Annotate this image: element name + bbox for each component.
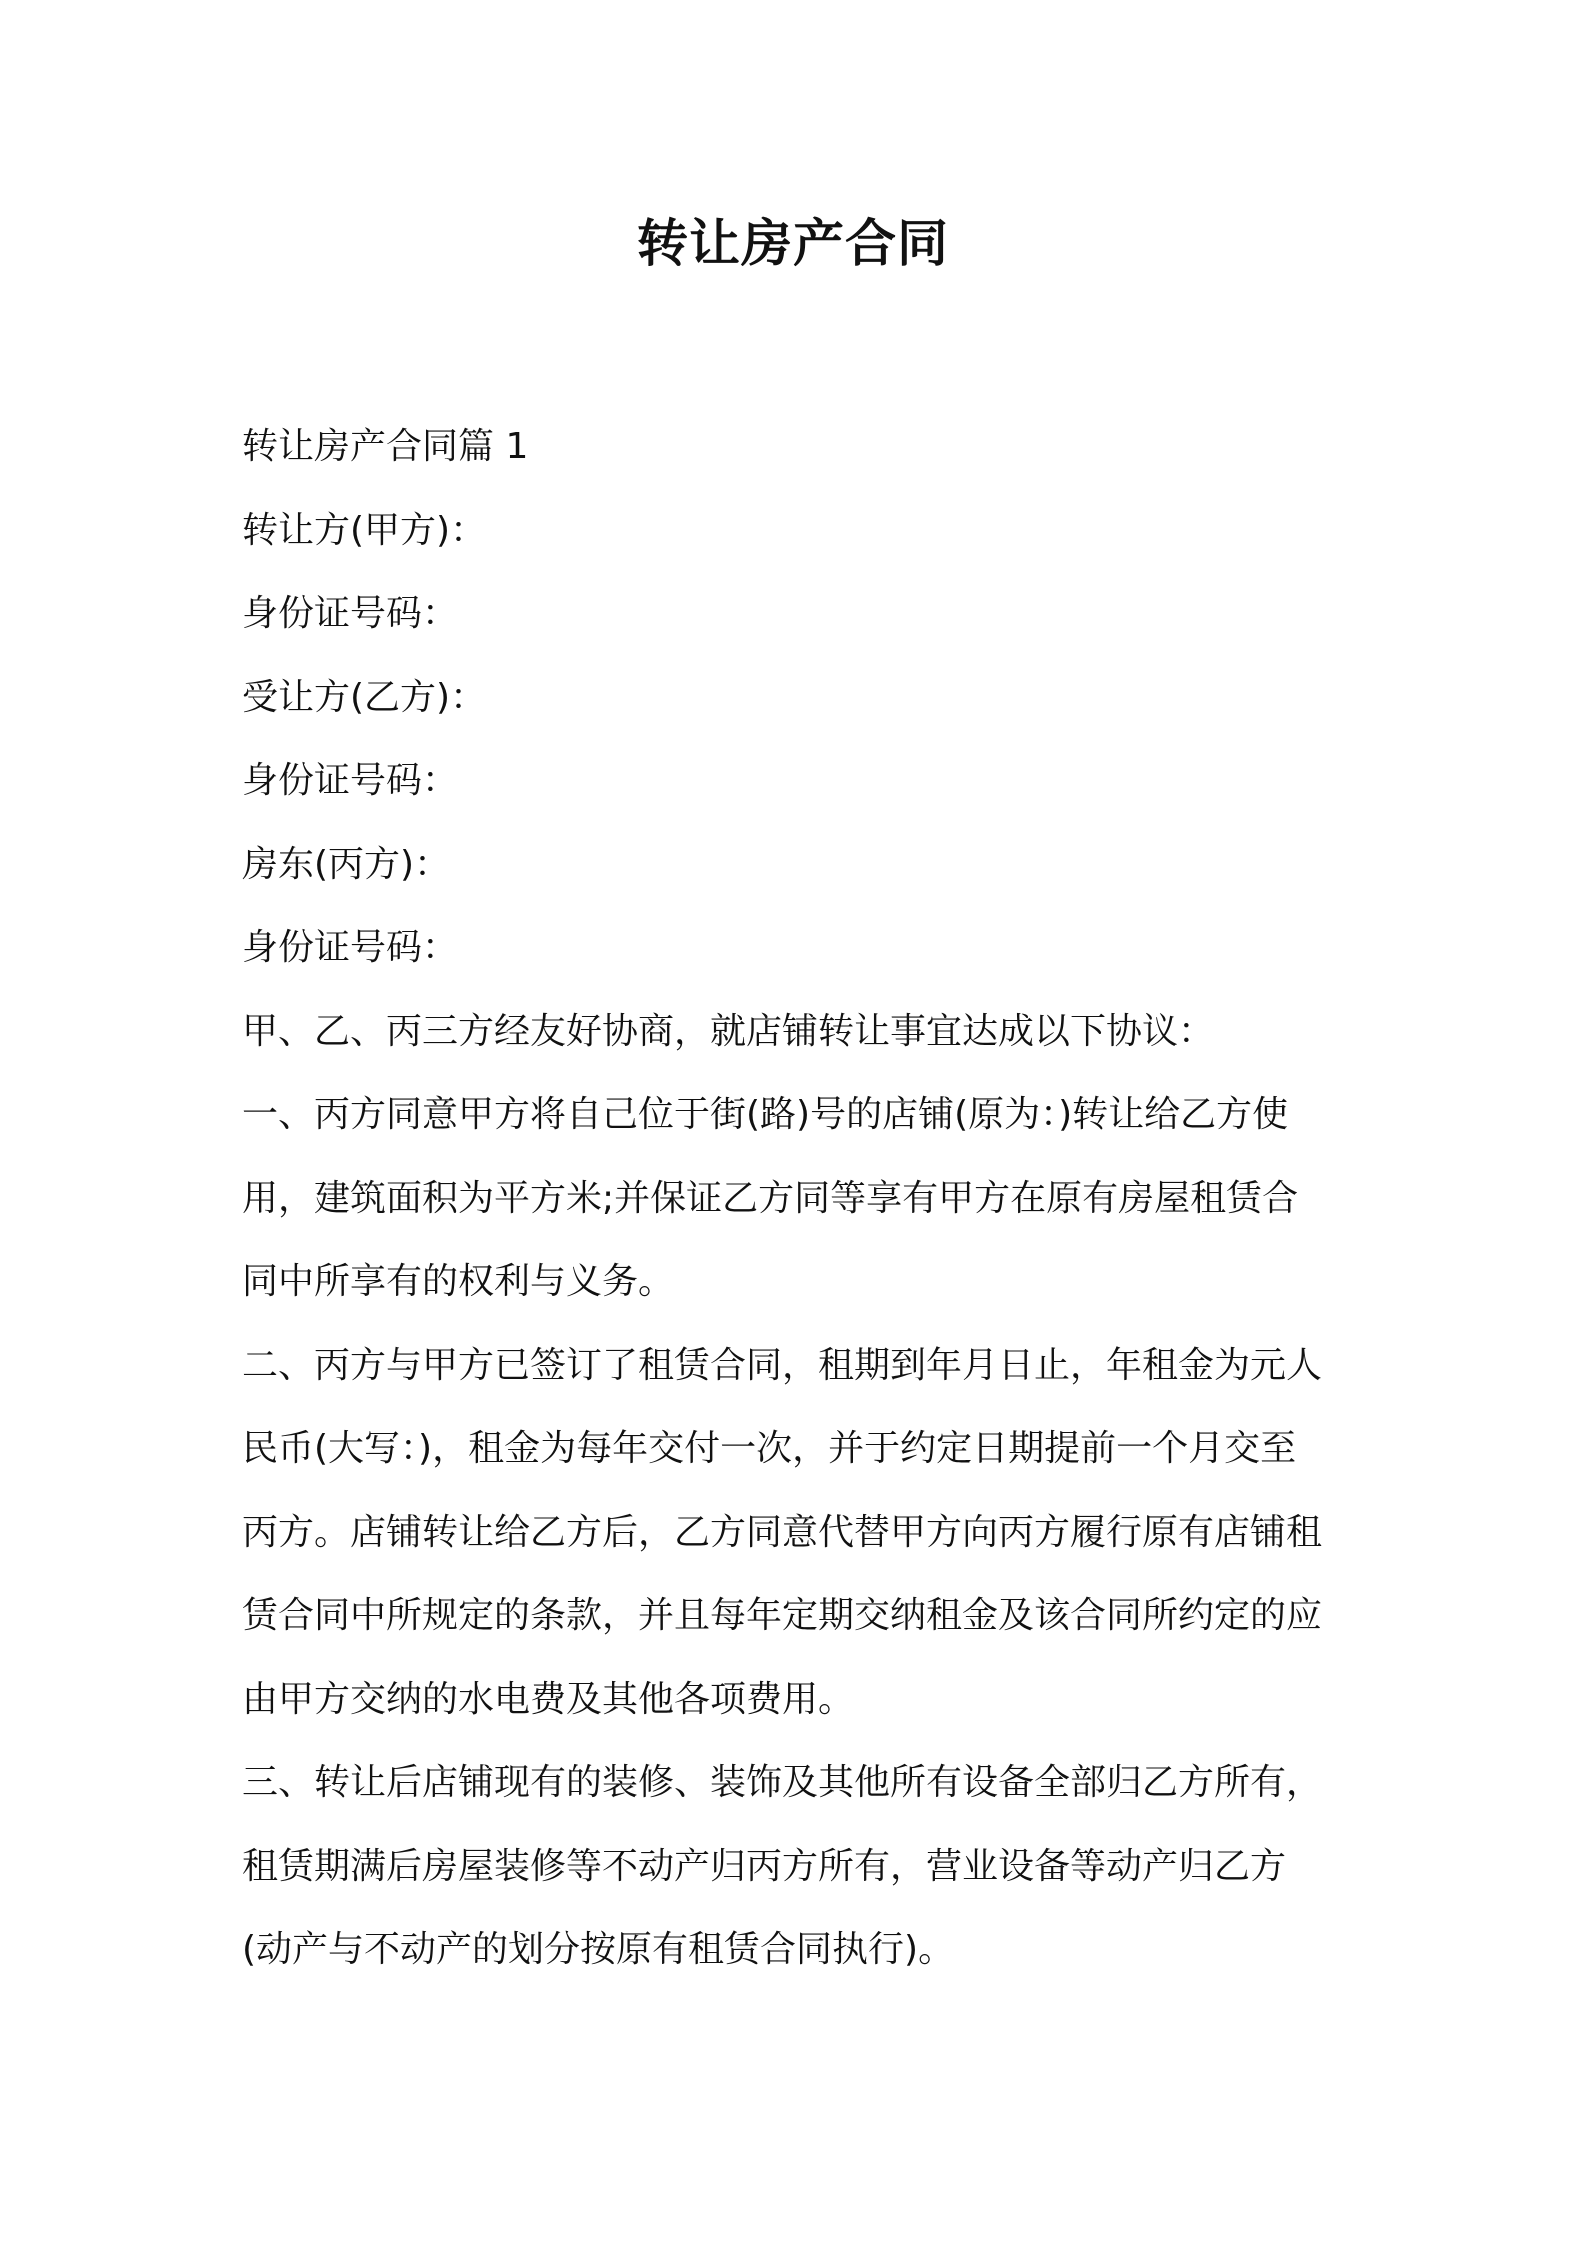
document-body: [242, 405, 1362, 1992]
section-heading: 转让房产合同篇 1: [242, 426, 529, 467]
clause-line: 同中所享有的权利与义务。: [242, 1261, 675, 1302]
clause-line: 三、转让后店铺现有的装修、装饰及其他所有设备全部归乙方所有，: [242, 1762, 1323, 1803]
clause-line: (动产与不动产的划分按原有租赁合同执行)。: [242, 1929, 955, 1970]
field-transferee-id: 身份证号码：: [242, 760, 459, 801]
clause-line: 二、丙方与甲方已签订了租赁合同，租期到年月日止，年租金为元人: [242, 1344, 1323, 1386]
clause-3: [242, 1741, 1362, 1992]
clause-1: [242, 1073, 1362, 1324]
clause-line: 一、丙方同意甲方将自己位于街(路)号的店铺(原为：)转让给乙方使: [242, 1094, 1289, 1135]
clause-2: [242, 1324, 1362, 1742]
clause-line: 民币(大写：)，租金为每年交付一次，并于约定日期提前一个月交至: [242, 1428, 1297, 1469]
field-landlord: 房东(丙方)：: [242, 843, 451, 885]
document-title: 转让房产合同: [636, 215, 949, 274]
field-landlord-id: 身份证号码：: [242, 927, 459, 968]
clause-line: 丙方。店铺转让给乙方后，乙方同意代替甲方向丙方履行原有店铺租: [242, 1511, 1323, 1553]
agreement-intro: 甲、乙、丙三方经友好协商，就店铺转让事宜达成以下协议：: [242, 1010, 1215, 1052]
clause-line: 赁合同中所规定的条款，并且每年定期交纳租金及该合同所约定的应: [242, 1595, 1323, 1636]
clause-line: 由甲方交纳的水电费及其他各项费用。: [242, 1678, 855, 1720]
clause-line: 租赁期满后房屋装修等不动产归丙方所有，营业设备等动产归乙方: [242, 1845, 1287, 1887]
field-transferee: 受让方(乙方)：: [242, 676, 487, 718]
field-transferor-id: 身份证号码：: [242, 593, 459, 634]
clause-line: 用，建筑面积为平方米;并保证乙方同等享有甲方在原有房屋租赁合: [242, 1177, 1299, 1219]
field-transferor: 转让方(甲方)：: [242, 509, 487, 551]
